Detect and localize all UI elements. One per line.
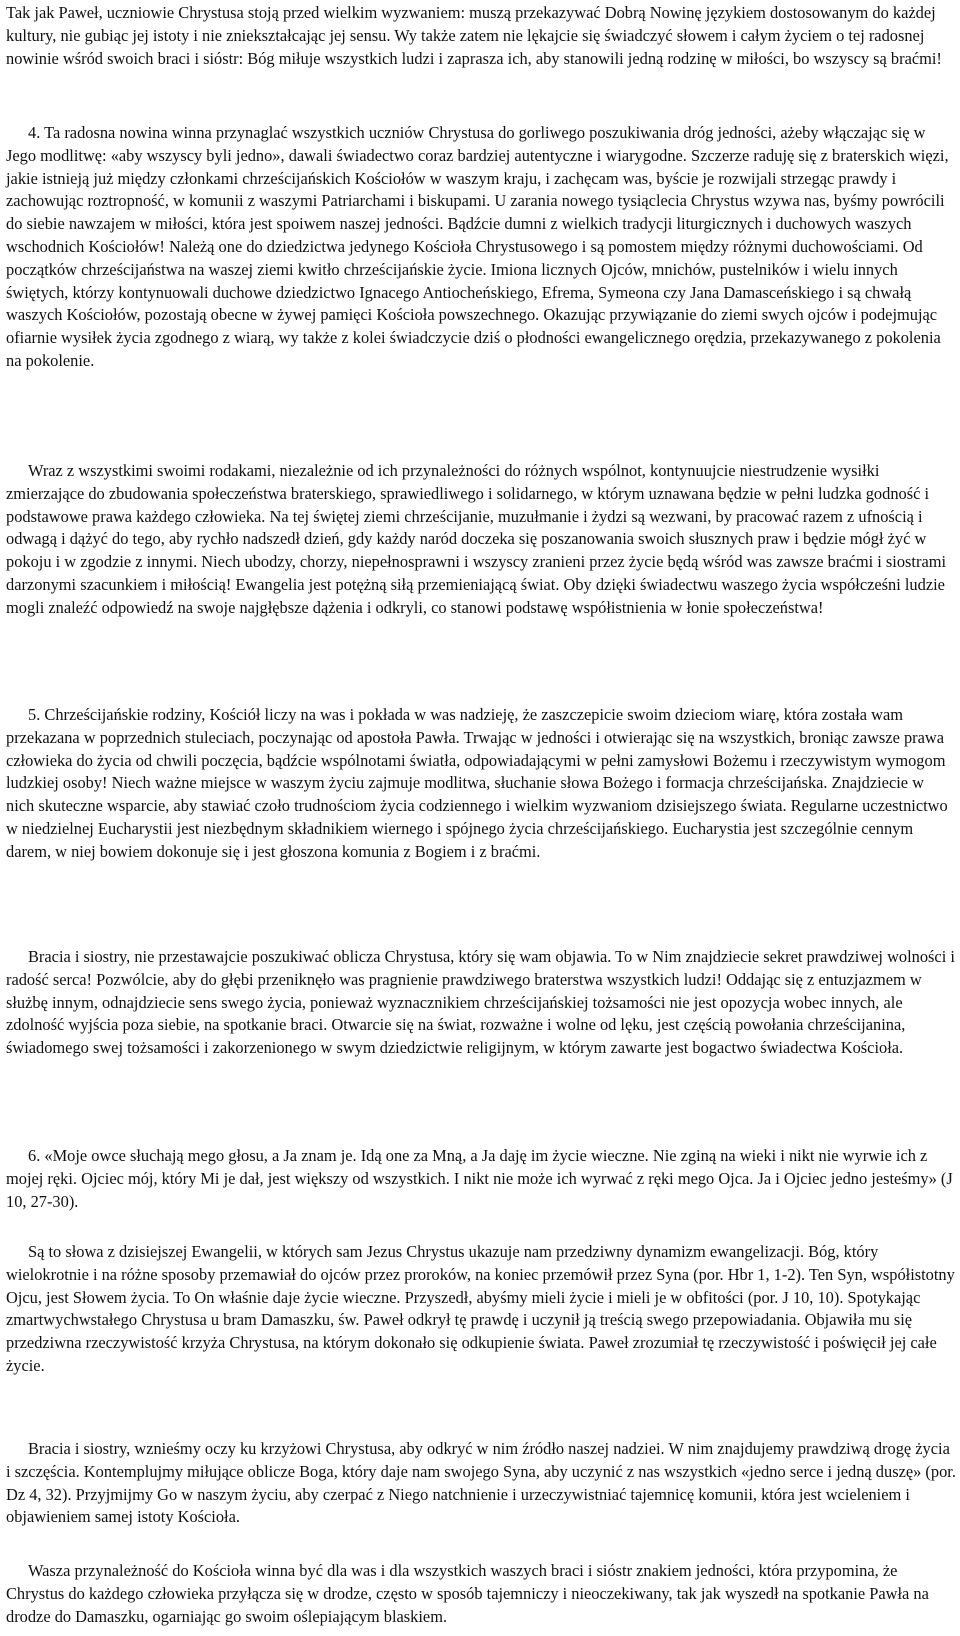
paragraph-1 (6, 2, 956, 70)
paragraph-8-text: Bracia i siostry, wznieśmy oczy ku krzyżowi Chrystusa, aby odkryć w nim źródło naszej nadziei. W nim znajdujemy prawdziwą drogę życia i szczęścia. Kontemplujmy miłujące oblicze Boga, który daje nam swojego Syna, aby uczynić z nas wszystkich «jedno serce i jedną duszę» (por. Dz 4, 32). Przyjmijmy Go w naszym życiu, aby czerpać z Niego natchnienie i urzeczywistniać tajemnicę komunii, która jest wcieleniem i objawieniem samej istoty Kościoła. (6, 1439, 956, 1527)
paragraph-3 (6, 460, 956, 620)
paragraph-8 (6, 1438, 956, 1529)
paragraph-4-text: 5. Chrześcijańskie rodziny, Kościół liczy na was i pokłada w was nadzieję, że zaszczepicie swoim dzieciom wiarę, która została wam przekazana w poprzednich stuleciach, poczynając od apostoła Pawła. Trwając w jedności i otwierając się na wszystkich, broniąc zawsze prawa człowieka do życia od chwili poczęcia, bądźcie wspólnotami światła, odpowiadającymi w pełni zamysłowi Bożemu i rzeczywistym wymogom ludzkiej osoby! Niech ważne miejsce w waszym życiu zajmuje modlitwa, słuchanie słowa Bożego i formacja chrześcijańska. Znajdziecie w nich skuteczne wsparcie, aby stawiać czoło trudnościom życia codziennego i wielkim wyzwaniom dzisiejszego świata. Regularne uczestnictwo w niedzielnej Eucharystii jest niezbędnym składnikiem wiernego i spójnego życia chrześcijańskiego. Eucharystia jest szczególnie cennym darem, w niej bowiem dokonuje się i jest głoszona komunia z Bogiem i z braćmi. (6, 705, 948, 861)
paragraph-6 (6, 1145, 956, 1213)
paragraph-9-text: Wasza przynależność do Kościoła winna być dla was i dla wszystkich waszych braci i sióstr znakiem jedności, która przypomina, że Chrystus do każdego człowieka przyłącza się w drodze, często w sposób tajemniczy i nieoczekiwany, tak jak wyszedł na spotkanie Pawła na drodze do Damaszku, ogarniając go swoim oślepiającym blaskiem. (6, 1561, 929, 1626)
paragraph-4 (6, 704, 956, 864)
paragraph-7 (6, 1241, 956, 1378)
paragraph-6-text: 6. «Moje owce słuchają mego głosu, a Ja znam je. Idą one za Mną, a Ja daję im życie wieczne. Nie zginą na wieki i nikt nie wyrwie ich z mojej ręki. Ojciec mój, który Mi je dał, jest większy od wszystkich. I nikt nie może ich wyrwać z ręki mego Ojca. Ja i Ojciec jedno jesteśmy» (J 10, 27-30). (6, 1146, 953, 1211)
paragraph-2 (6, 122, 956, 373)
paragraph-2-text: 4. Ta radosna nowina winna przynaglać wszystkich uczniów Chrystusa do gorliwego poszukiwania dróg jedności, ażeby włączając się w Jego modlitwę: «aby wszyscy byli jedno», dawali świadectwo coraz bardziej autentyczne i wiarygodne. Szczerze raduję się z braterskich więzi, jakie istnieją już między członkami chrześcijańskich Kościołów w waszym kraju, i zachęcam was, byście je rozwijali strzegąc prawdy i zachowując roztropność, w komunii z waszymi Patriarchami i biskupami. U zarania nowego tysiąclecia Chrystus wzywa nas, byśmy powrócili do siebie nawzajem w miłości, która jest spoiwem naszej jedności. Bądźcie dumni z wielkich tradycji liturgicznych i duchowych waszych wschodnich Kościołów! Należą one do dziedzictwa jedynego Kościoła Chrystusowego i są pomostem między różnymi duchowościami. Od początków chrześcijaństwa na waszej ziemi kwitło chrześcijańskie życie. Imiona licznych Ojców, mnichów, pustelników i wielu innych świętych, którzy kontynuowali duchowe dziedzictwo Ignacego Antiocheńskiego, Efrema, Symeona czy Jana Damasceńskiego i są chwałą waszych Kościołów, pozostają obecne w żywej pamięci Kościoła powszechnego. Okazując przywiązanie do ziemi swych ojców i podejmując ofiarnie wysiłek życia zgodnego z wiarą, wy także z kolei świadczycie dziś o płodności ewangelicznego orędzia, przekazywanego z pokolenia na pokolenie. (6, 123, 949, 370)
paragraph-1-text: Tak jak Paweł, uczniowie Chrystusa stoją przed wielkim wyzwaniem: muszą przekazywać Dobrą Nowinę językiem dostosowanym do każdej kultury, nie gubiąc jej istoty i nie zniekształcając jej sensu. Wy także zatem nie lękajcie się świadczyć słowem i całym życiem o tej radosnej nowinie wśród swoich braci i sióstr: Bóg miłuje wszystkich ludzi i zaprasza ich, aby stanowili jedną rodzinę w miłości, bo wszyscy są braćmi! (6, 3, 942, 68)
paragraph-7-text: Są to słowa z dzisiejszej Ewangelii, w których sam Jezus Chrystus ukazuje nam przedziwny dynamizm ewangelizacji. Bóg, który wielokrotnie i na różne sposoby przemawiał do ojców przez proroków, na koniec przemówił przez Syna (por. Hbr 1, 1-2). Ten Syn, współistotny Ojcu, jest Słowem życia. To On właśnie daje życie wieczne. Przyszedł, abyśmy mieli życie i mieli je w obfitości (por. J 10, 10). Spotykając zmartwychwstałego Chrystusa u bram Damaszku, św. Paweł odkrył tę prawdę i uczynił ją treścią swego przepowiadania. Objawiła mu się przedziwna rzeczywistość krzyża Chrystusa, na którym dokonało się odkupienie świata. Paweł zrozumiał tę rzeczywistość i poświęcił jej całe życie. (6, 1242, 955, 1375)
paragraph-3-text: Wraz z wszystkimi swoimi rodakami, niezależnie od ich przynależności do różnych wspólnot, kontynuujcie niestrudzenie wysiłki zmierzające do zbudowania społeczeństwa braterskiego, sprawiedliwego i solidarnego, w którym uznawana będzie w pełni ludzka godność i podstawowe prawa każdego człowieka. Na tej świętej ziemi chrześcijanie, muzułmanie i żydzi są wezwani, by pracować razem z ufnością i odwagą i dążyć do tego, aby rychło nadszedł dzień, gdy każdy naród doczeka się poszanowania swoich słusznych praw i będzie mógł żyć w pokoju i w zgodzie z innymi. Niech ubodzy, chorzy, niepełnosprawni i wszyscy zranieni przez życie będą wśród was zawsze braćmi i siostrami darzonymi szacunkiem i miłością! Ewangelia jest potężną siłą przemieniającą świat. Oby dzięki świadectwu waszego życia współcześni ludzie mogli znaleźć odpowiedź na swoje najgłębsze dążenia i odkryli, co stanowi podstawę współistnienia w łonie społeczeństwa! (6, 461, 947, 617)
paragraph-5 (6, 946, 956, 1060)
paragraph-5-text: Bracia i siostry, nie przestawajcie poszukiwać oblicza Chrystusa, który się wam objawia. To w Nim znajdziecie sekret prawdziwej wolności i radość serca! Pozwólcie, aby do głębi przeniknęło was pragnienie prawdziwego braterstwa wszystkich ludzi! Oddając się z entuzjazmem w służbę innym, odnajdziecie sens swego życia, ponieważ wyznacznikiem chrześcijańskiej tożsamości nie jest opozycja wobec innych, ale zdolność wyjścia poza siebie, na spotkanie braci. Otwarcie się na świat, rozważne i wolne od lęku, jest częścią powołania chrześcijanina, świadomego swej tożsamości i zakorzenionego w swym dziedzictwie religijnym, w którym zawarte jest bogactwo świadectwa Kościoła. (6, 947, 955, 1058)
paragraph-9 (6, 1560, 956, 1628)
